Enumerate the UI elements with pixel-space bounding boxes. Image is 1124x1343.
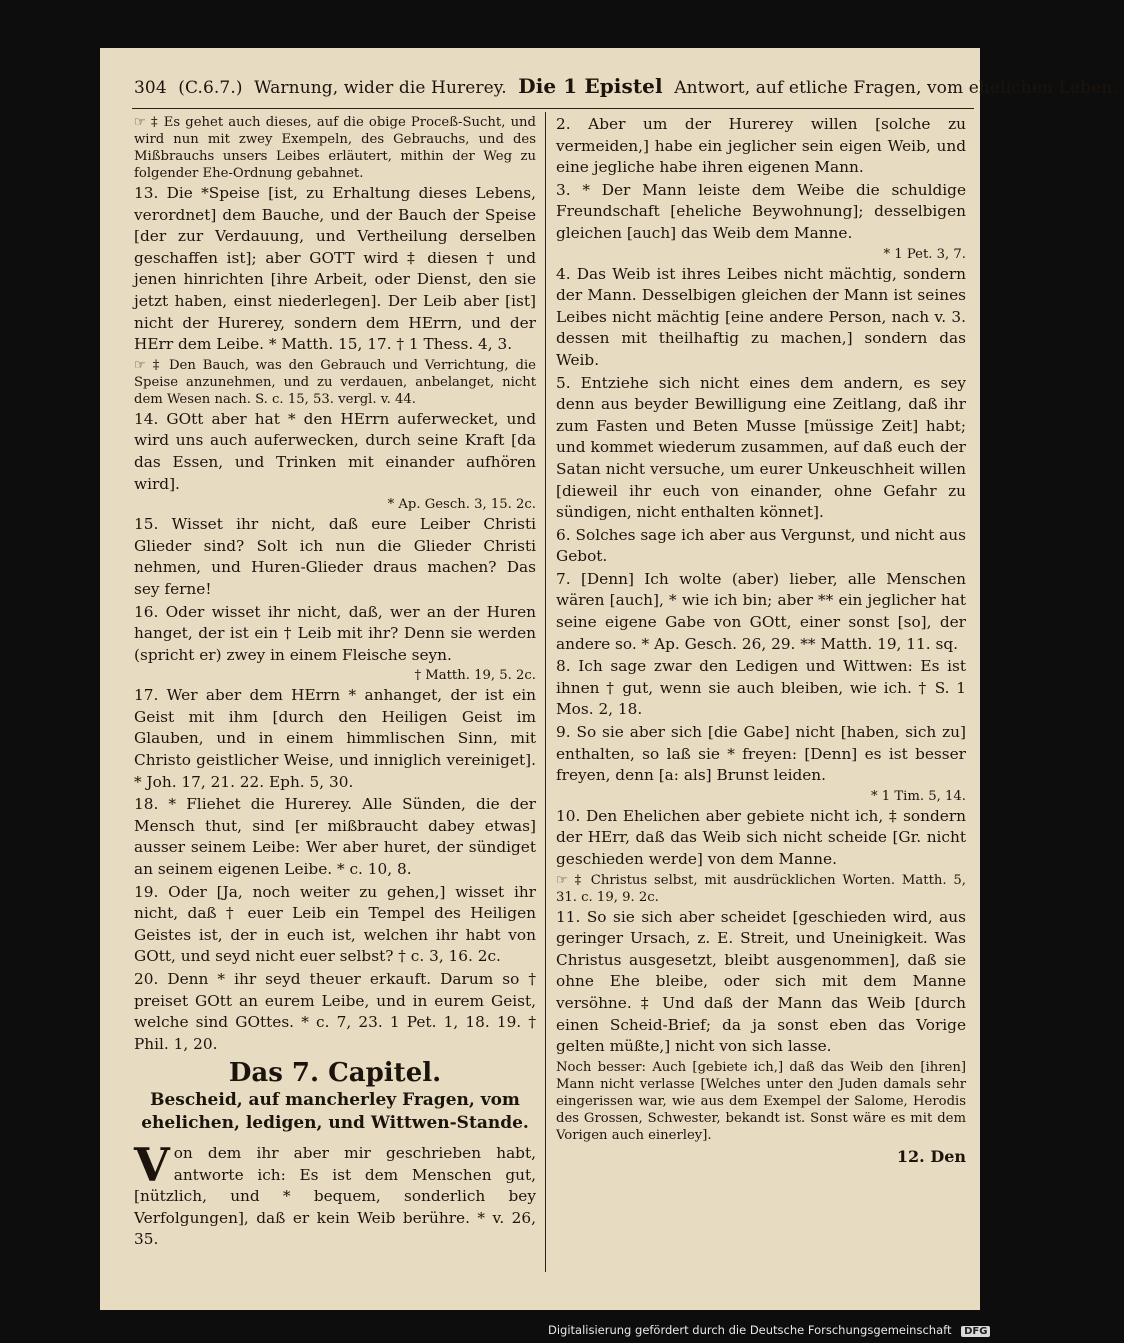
page-number: 304 [134, 78, 167, 98]
verse-paragraph: 4. Das Weib ist ihres Leibes nicht mächtig, sondern der Mann. Desselbigen gleichen der Mann ist seines Leibes nicht mächtig [eine andere Person, nach v. 3. dessen mit theilhaftig zu machen,] sondern das Weib. [556, 264, 966, 369]
running-header [134, 74, 1118, 106]
verse-paragraph: 18. * Fliehet die Hurerey. Alle Sünden, die der Mensch thut, sind [er mißbraucht dabey etwas] ausser seinem Leibe: Wer aber huret, der sündiget an seinem eigenen Leibe. * c. 10, 8. [134, 795, 536, 879]
verse-reference: * Ap. Gesch. 3, 15. 2c. [387, 497, 536, 513]
verse-paragraph: 2. Aber um der Hurerey willen [solche zu vermeiden,] habe ein jeglicher sein eigen Weib, und eine jegliche habe ihren eigenen Mann. [556, 115, 966, 177]
drop-capital: V [134, 1137, 170, 1192]
dfg-logo: DFG [961, 1326, 990, 1337]
verse-paragraph: 3. * Der Mann leiste dem Weibe die schuldige Freundschaft [eheliche Beywohnung]; desselbigen gleichen [auch] das Weib dem Manne. [556, 180, 966, 242]
verse-reference: * 1 Pet. 3, 7. [883, 246, 966, 262]
verse-paragraph: 9. So sie aber sich [die Gabe] nicht [haben, sich zu] enthalten, so laß sie * freyen: [Denn] es ist besser freyen, denn [a: als] Brunst leiden. [556, 723, 966, 785]
verse-paragraph: 10. Den Ehelichen aber gebiete nicht ich, ‡ sondern der HErr, daß das Weib sich nicht scheide [Gr. nicht geschieden werde] von dem Manne. [556, 806, 966, 868]
commentary-note: ☞ ‡ Es gehet auch dieses, auf die obige Proceß-Sucht, und wird nun mit zwey Exempeln, des Gebrauchs, und des Mißbrauchs unsers Leibes erläutert, mithin der Weg zu folgender Ehe-Ordnung gebahnet. [134, 115, 536, 181]
commentary-note: Noch besser: Auch [gebiete ich,] daß das Weib den [ihren] Mann nicht verlasse [Welches unter den Juden damals sehr eingerissen war, wie aus dem Exempel der Salome, Herodis des Grossen, Schwester, bekandt ist. Sonst wäre es mit dem Vorigen auch einerley]. [556, 1059, 966, 1143]
verse-paragraph: 8. Ich sage zwar den Ledigen und Wittwen: Es ist ihnen † gut, wenn sie auch bleiben, wie ich. † S. 1 Mos. 2, 18. [556, 657, 966, 719]
verse-paragraph: 16. Oder wisset ihr nicht, daß, wer an der Huren hanget, der ist ein † Leib mit ihr? Denn sie werden (spricht er) zwey in einem Fleische seyn. [134, 602, 536, 664]
header-rule [132, 108, 974, 109]
right-verses [556, 114, 966, 1144]
catchword: 12. Den [896, 1146, 966, 1166]
commentary-note: ☞ ‡ Den Bauch, was den Gebrauch und Verrichtung, die Speise anzunehmen, und zu verdauen, anbelanget, nicht dem Wesen nach. S. c. 15, 53. vergl. v. 44. [134, 357, 536, 407]
left-running-title: Warnung, wider die Hurerey. [254, 78, 507, 98]
verse-paragraph: 14. GOtt aber hat * den HErrn auferwecket, und wird uns auch auferwecken, durch seine Kraft [da das Essen, und Trinken mit einander aufhören wird]. [134, 409, 536, 493]
book-page [100, 48, 1118, 1310]
verse-paragraph: 15. Wisset ihr nicht, daß eure Leiber Christi Glieder sind? Solt ich nun die Glieder Christi nehmen, und Huren-Glieder draus machen? Das sey ferne! [134, 515, 536, 598]
digitization-footer [548, 1323, 990, 1337]
chapter-summary: Bescheid, auf mancherley Fragen, vom ehelichen, ledigen, und Wittwen-Stande. [141, 1089, 529, 1133]
verse-paragraph: 6. Solches sage ich aber aus Vergunst, und nicht aus Gebot. [556, 525, 966, 566]
chapter-reference: (C.6.7.) [178, 78, 243, 98]
epistle-title: Die 1 Epistel [518, 74, 663, 98]
verse-paragraph: 17. Wer aber dem HErrn * anhanget, der ist ein Geist mit ihm [durch den Heiligen Geist im Glauben, und in einem himmlischen Sinn, mit Christo geistlicher Weise, und inniglich vereiniget]. * Joh. 17, 21. 22. Eph. 5, 30. [134, 686, 536, 791]
verse-reference: * 1 Tim. 5, 14. [870, 788, 966, 804]
footer-text: Digitalisierung gefördert durch die Deutsche Forschungsgemeinschaft [548, 1323, 952, 1337]
verse-paragraph: 13. Die *Speise [ist, zu Erhaltung dieses Lebens, verordnet] dem Bauche, und der Bauch der Speise [der zur Verdauung, und Vertheilung derselben geschaffen ist]; aber GOTT wird ‡ diesen † und jenen hinrichten [ihre Arbeit, oder Dienst, den sie jetzt haben, einst niederlegen]. Der Leib aber [ist] nicht der Hurerey, sondern dem HErrn, und der HErr dem Leibe. * Matth. 15, 17. † 1 Thess. 4, 3. [134, 184, 536, 354]
verse-paragraph: 7. [Denn] Ich wolte (aber) lieber, alle Menschen wären [auch], * wie ich bin; aber ** ein jeglicher hat seine eigene Gabe von GOtt, einer sonst [so], der andere so. * Ap. Gesch. 26, 29. ** Matth. 19, 11. sq. [556, 569, 966, 653]
left-column [134, 114, 536, 1252]
right-running-title: Antwort, auf etliche Fragen, vom ehelichen Leben. [674, 78, 1118, 98]
verse-paragraph: 19. Oder [Ja, noch weiter zu gehen,] wisset ihr nicht, daß † euer Leib ein Tempel des Heiligen Geistes ist, der in euch ist, welchen ihr habt von GOtt, und seyd nicht euer selbst? † c. 3, 16. 2c. [134, 882, 536, 966]
left-verses [134, 114, 536, 1055]
column-divider [545, 112, 546, 1272]
chapter-verse-1 [134, 1137, 536, 1251]
chapter-title: Das 7. Capitel. [228, 1058, 442, 1089]
verse-paragraph: 5. Entziehe sich nicht eines dem andern, es sey denn aus beyder Bewilligung eine Zeitlang, daß ihr zum Fasten und Beten Musse [müssige Zeit] habt; und kommet wiederum zusammen, auf daß euch der Satan nicht versuche, um eurer Unkeuschheit willen [dieweil ihr euch von einander, ohne Gefahr zu sündigen, nicht enthalten könnet]. [556, 373, 966, 522]
right-column [556, 114, 966, 1167]
verse-paragraph: 20. Denn * ihr seyd theuer erkauft. Darum so † preiset GOtt an eurem Leibe, und in eurem Geist, welche sind GOttes. * c. 7, 23. 1 Pet. 1, 18. 19. † Phil. 1, 20. [134, 970, 536, 1053]
verse-reference: † Matth. 19, 5. 2c. [414, 668, 536, 684]
verse-1-text: on dem ihr aber mir geschrieben habt, antworte ich: Es ist dem Menschen gut, [nützlich, und * bequem, sonderlich bey Verfolgungen], daß er kein Weib berühre. * v. 26, 35. [134, 1143, 536, 1249]
verse-paragraph: 11. So sie sich aber scheidet [geschieden wird, aus geringer Ursach, z. E. Streit, und Uneinigkeit. Was Christus ausgesetzt, bleibt ausgenommen], daß sie ohne Ehe bleibe, oder sich mit dem Manne versöhne. ‡ Und daß der Mann das Weib [durch einen Scheid-Brief; da ja sonst eben das Vorige gelten müßte,] nicht von sich lasse. [556, 907, 966, 1056]
commentary-note: ☞ ‡ Christus selbst, mit ausdrücklichen Worten. Matth. 5, 31. c. 19, 9. 2c. [556, 872, 966, 905]
